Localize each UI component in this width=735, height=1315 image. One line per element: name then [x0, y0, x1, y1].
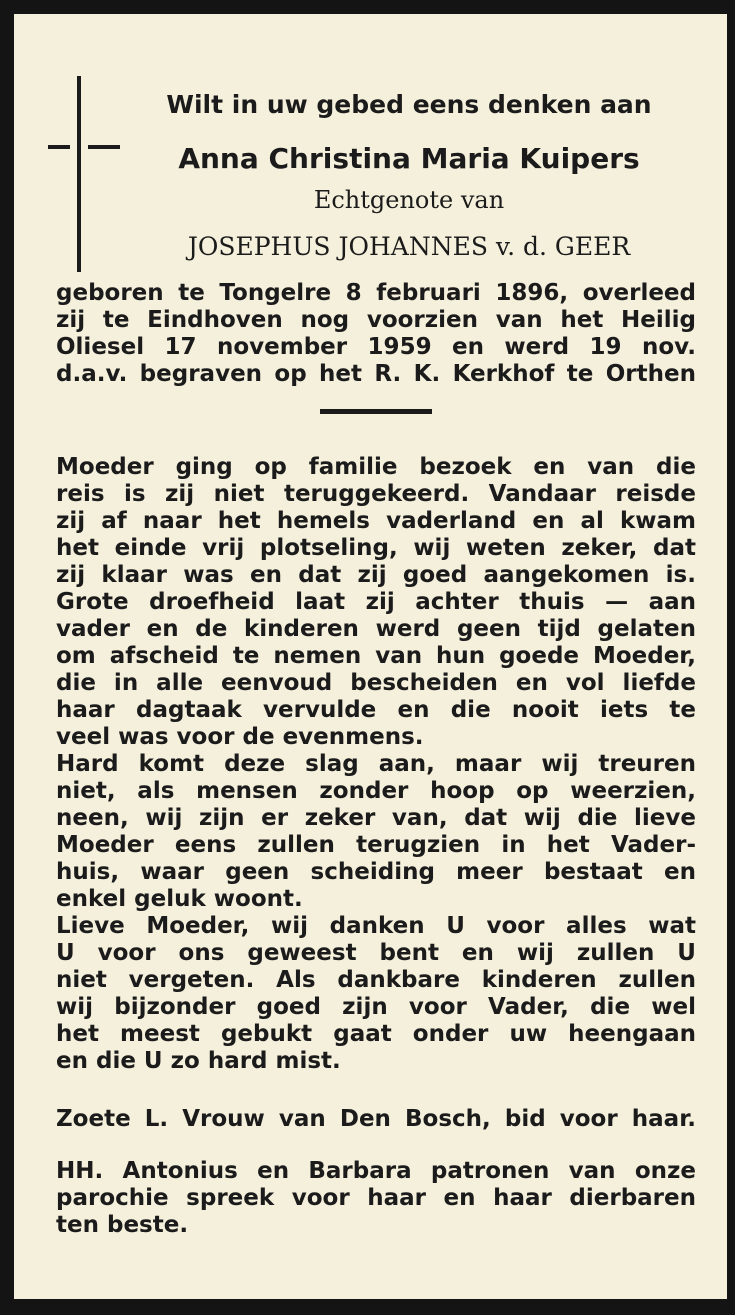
text-line: vader en de kinderen werd geen tijd gelaten: [56, 616, 696, 642]
text-line: Oliesel 17 november 1959 en werd 19 nov.: [56, 334, 696, 360]
biography: [56, 280, 696, 388]
text-line: niet vergeten. Als dankbare kinderen zullen: [56, 967, 696, 993]
text-line: Zoete L. Vrouw van Den Bosch, bid voor haar.: [56, 1106, 696, 1132]
prayer-request-line: Wilt in uw gebed eens denken aan: [166, 90, 652, 119]
cross-left-arm: [48, 145, 70, 149]
cross-right-arm: [88, 145, 120, 149]
memorial-card: [14, 14, 727, 1299]
text-line: het meest gebukt gaat onder uw heengaan: [56, 1021, 696, 1047]
spouse-name: JOSEPHUS JOHANNES v. d. GEER: [187, 232, 631, 261]
text-line: wij bijzonder goed zijn voor Vader, die wel: [56, 994, 696, 1020]
text-line: U voor ons geweest bent en wij zullen U: [56, 940, 696, 966]
text-line: veel was voor de evenmens.: [56, 724, 424, 750]
text-line: parochie spreek voor haar en haar dierbaren: [56, 1185, 696, 1211]
text-line: neen, wij zijn er zeker van, dat wij die lieve: [56, 805, 696, 831]
text-line: Moeder ging op familie bezoek en van die: [56, 454, 696, 480]
text-line: het einde vrij plotseling, wij weten zeker, dat: [56, 535, 696, 561]
text-line: die in alle eenvoud bescheiden en vol liefde: [56, 670, 696, 696]
text-line: en die U zo hard mist.: [56, 1048, 341, 1074]
text-line: HH. Antonius en Barbara patronen van onze: [56, 1158, 696, 1184]
divider: [320, 409, 432, 414]
text-line: om afscheid te nemen van hun goede Moeder,: [56, 643, 696, 669]
text-line: zij te Eindhoven nog voorzien van het Heilig: [56, 307, 696, 333]
text-line: Grote droefheid laat zij achter thuis — aan: [56, 589, 696, 615]
text-line: ten beste.: [56, 1212, 189, 1238]
prayer-our-lady: [56, 1106, 696, 1133]
text-line: enkel geluk woont.: [56, 886, 303, 912]
text-line: niet, als mensen zonder hoop op weerzien,: [56, 778, 696, 804]
deceased-name: Anna Christina Maria Kuipers: [178, 142, 640, 175]
spouse-label: Echtgenote van: [313, 186, 505, 214]
text-line: haar dagtaak vervulde en die nooit iets te: [56, 697, 696, 723]
text-line: Lieve Moeder, wij danken U voor alles wat: [56, 913, 696, 939]
cross-vertical-bar: [77, 76, 81, 272]
text-line: huis, waar geen scheiding meer bestaat en: [56, 859, 696, 885]
text-line: Moeder eens zullen terugzien in het Vader-: [56, 832, 696, 858]
prayer-patron-saints: [56, 1158, 696, 1239]
memorial-text: [56, 454, 696, 1075]
text-line: geboren te Tongelre 8 februari 1896, overleed: [56, 280, 696, 306]
text-line: reis is zij niet teruggekeerd. Vandaar reisde: [56, 481, 696, 507]
text-line: Hard komt deze slag aan, maar wij treuren: [56, 751, 696, 777]
text-line: zij af naar het hemels vaderland en al kwam: [56, 508, 696, 534]
text-line: zij klaar was en dat zij goed aangekomen is.: [56, 562, 696, 588]
text-line: d.a.v. begraven op het R. K. Kerkhof te Orthen: [56, 361, 696, 387]
